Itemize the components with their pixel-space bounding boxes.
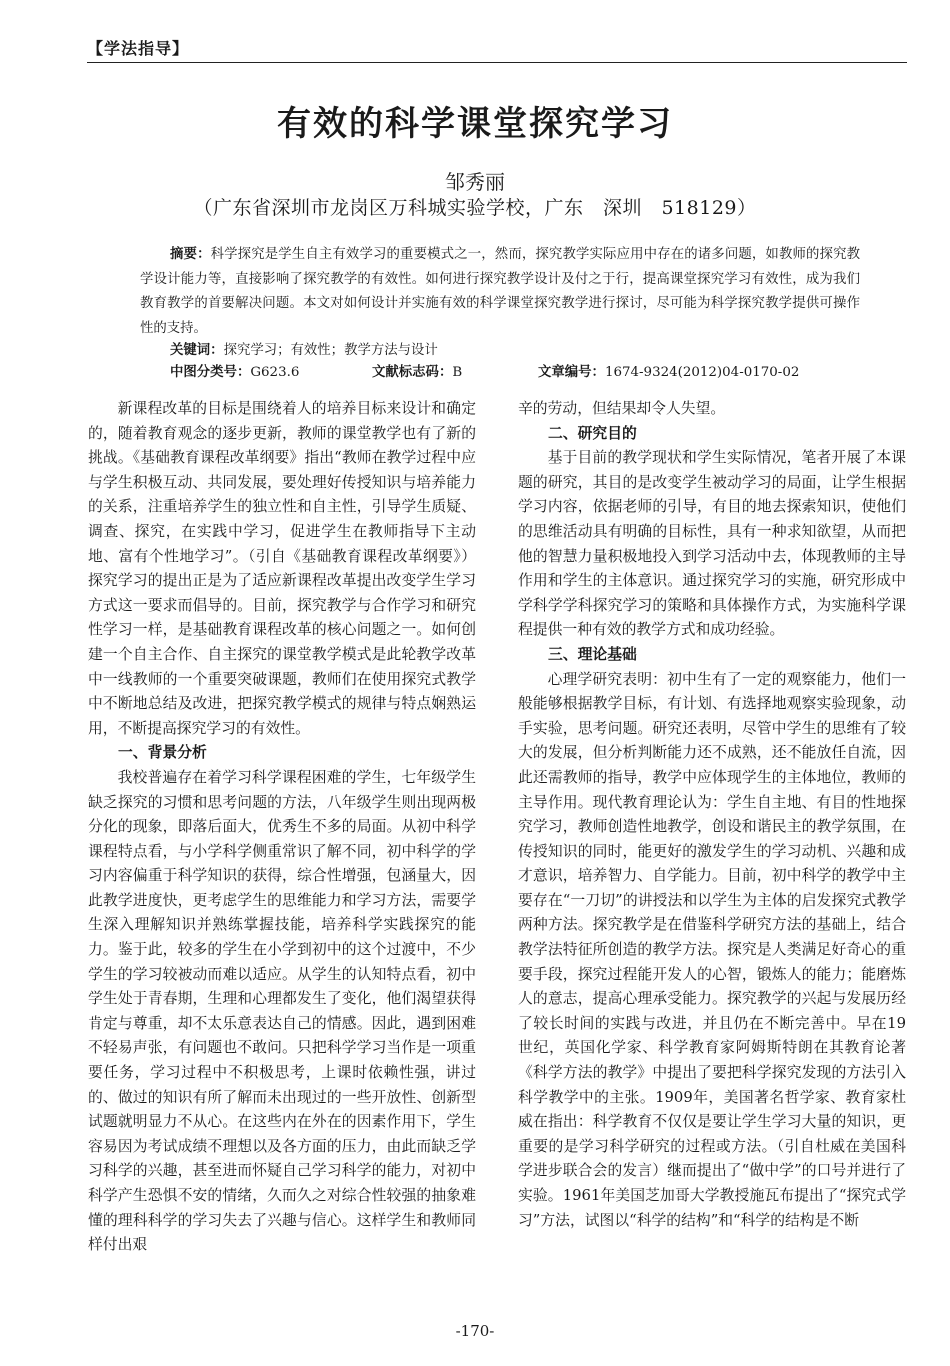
doc-code-label: 文献标志码： bbox=[372, 365, 453, 380]
continued-paragraph: 辛的劳动，但结果却令人失望。 bbox=[518, 400, 726, 417]
keywords bbox=[170, 339, 438, 358]
intro-paragraph: 新课程改革的目标是围绕着人的培养目标来设计和确定的，随着教育观念的逐步更新，教师的课堂教学也有了新的挑战。《基础教育课程改革纲要》指出“教师在教学过程中应与学生积极互动、共同发展，要处理好传授知识与培养能力的关系，注重培养学生的独立性和自主性，引导学生质疑、调查、探究，在实践中学习，促进学生在教师指导下主动地、富有个性地学习”。（引自《基础教育课程改革纲要》）探究学习的提出正是为了适应新课程改革提出改变学生学习方式这一要求而倡导的。目前，探究教学与合作学习和研究性学习一样，是基础教育课程改革的核心问题之一。如何创建一个自主合作、自主探究的课堂教学模式是此轮教学改革中一线教师的一个重要突破课题，教师们在使用探究式教学中不断地总结及改进，把探究教学模式的规律与特点娴熟运用，不断提高探究学习的有效性。 bbox=[88, 400, 476, 737]
page-number: -170- bbox=[455, 1322, 495, 1340]
abstract-text: 科学探究是学生自主有效学习的重要模式之一，然而，探究教学实际应用中存在的诸多问题，如教师的探究教学设计能力等，直接影响了探究教学的有效性。如何进行探究教学设计及付之于行，提高课堂探究学习有效性，成为我们教育教学的首要解决问题。本文对如何设计并实施有效的科学课堂探究教学进行探讨，尽可能为科学探究教学提供可操作性的支持。 bbox=[140, 247, 861, 336]
section-tag: 【学法指导】 bbox=[87, 39, 190, 58]
right-column bbox=[518, 397, 906, 1233]
doc-code-value: B bbox=[452, 365, 463, 380]
article-no-label: 文章编号： bbox=[538, 365, 605, 380]
clc-label: 中图分类号： bbox=[170, 365, 251, 380]
abstract-label: 摘要： bbox=[170, 247, 211, 262]
article-no-value: 1674-9324(2012)04-0170-02 bbox=[604, 365, 800, 380]
clc-number bbox=[170, 361, 299, 380]
author-affiliation: （广东省深圳市龙岗区万科城实验学校，广东 深圳 518129） bbox=[193, 197, 757, 219]
purpose-paragraph: 基于目前的教学现状和学生实际情况，笔者开展了本课题的研究，其目的是改变学生被动学习的局面，让学生根据学习内容，依据老师的引导，有目的地去探索知识，使他们的思维活动具有明确的目标性，具有一种求知欲望，从而把他的智慧力量积极地投入到学习活动中去，体现教师的主导作用和学生的主体意识。通过探究学习的实施，研究形成中学科学学科探究学习的策略和具体操作方式，为实施科学课程提供一种有效的教学方式和成功经验。 bbox=[518, 449, 906, 639]
theory-paragraph: 心理学研究表明：初中生有了一定的观察能力，他们一般能够根据教学目标，有计划、有选择地观察实验现象，动手实验，思考问题。研究还表明，尽管中学生的思维有了较大的发展，但分析判断能力还不成熟，还不能放任自流，因此还需教师的指导，教学中应体现学生的主体地位，教师的主导作用。现代教育理论认为：学生自主地、有目的性地探究学习，教师创造性地教学，创设和谐民主的教学氛围，在传授知识的同时，能更好的激发学生的学习动机、兴趣和成才意识，培养智力、自学能力。目前，初中科学的教学中主要存在“一刀切”的讲授法和以学生为主体的启发探究式教学两种方法。探究教学是在借鉴科学研究方法的基础上，结合教学法特征所创造的教学方法。探究是人类满足好奇心的重要手段，探究过程能开发人的心智，锻炼人的能力；能磨炼人的意志，提高心理承受能力。探究教学的兴起与发展历经了较长时间的实践与改进，并且仍在不断完善中。早在19世纪，英国化学家、科学教育家阿姆斯特朗在其教育论著《科学方法的教学》中提出了要把科学探究发现的方法引入科学教学中的主张。1909年，美国著名哲学家、教育家杜威在指出：科学教育不仅仅是要让学生学习大量的知识，更重要的是学习科学研究的过程或方法。（引自杜威在美国科学进步联合会的发言）继而提出了“做中学”的口号并进行了实验。1961年美国芝加哥大学教授施瓦布提出了“探究式学习”方法，试图以“科学的结构”和“科学的结构是不断 bbox=[518, 670, 906, 1229]
abstract bbox=[140, 243, 860, 341]
heading-purpose: 二、研究目的 bbox=[548, 424, 637, 442]
heading-theory: 三、理论基础 bbox=[548, 645, 637, 663]
keywords-label: 关键词： bbox=[170, 343, 224, 358]
clc-value: G623.6 bbox=[250, 365, 300, 380]
header-rule bbox=[87, 62, 907, 63]
left-column bbox=[88, 397, 476, 1258]
article-author: 邹秀丽 bbox=[445, 170, 505, 194]
article-title: 有效的科学课堂探究学习 bbox=[277, 104, 673, 144]
background-paragraph: 我校普遍存在着学习科学课程困难的学生，七年级学生缺乏探究的习惯和思考问题的方法，八年级学生则出现两极分化的现象，即落后面大，优秀生不多的局面。从初中科学课程特点看，与小学科学侧重常识了解不同，初中科学的学习内容偏重于科学知识的获得，综合性增强，包涵量大，因此教学进度快，更考虑学生的思维能力和学习方法，需要学生深入理解知识并熟练掌握技能，培养科学实践探究的能力。鉴于此，较多的学生在小学到初中的这个过渡中，不少学生的学习较被动而难以适应。从学生的认知特点看，初中学生处于青春期，生理和心理都发生了变化，他们渴望获得肯定与尊重，却不太乐意表达自己的情感。因此，遇到困难不轻易声张，有问题也不敢问。只把科学学习当作是一项重要任务，学习过程中不积极思考，上课时依赖性强，讲过的、做过的知识有所了解而未出现过的一些开放性、创新型试题就明显力不从心。在这些内在外在的因素作用下，学生容易因为考试成绩不理想以及各方面的压力，由此而缺乏学习科学的兴趣，甚至进而怀疑自己学习科学的能力，对初中科学产生恐惧不安的情绪，久而久之对综合性较强的抽象难懂的理科科学的学习失去了兴趣与信心。这样学生和教师同样付出艰 bbox=[88, 768, 476, 1254]
keywords-text: 探究学习；有效性；教学方法与设计 bbox=[223, 343, 438, 358]
article-number bbox=[538, 361, 799, 380]
document-code bbox=[372, 361, 462, 380]
heading-background: 一、背景分析 bbox=[118, 744, 207, 762]
